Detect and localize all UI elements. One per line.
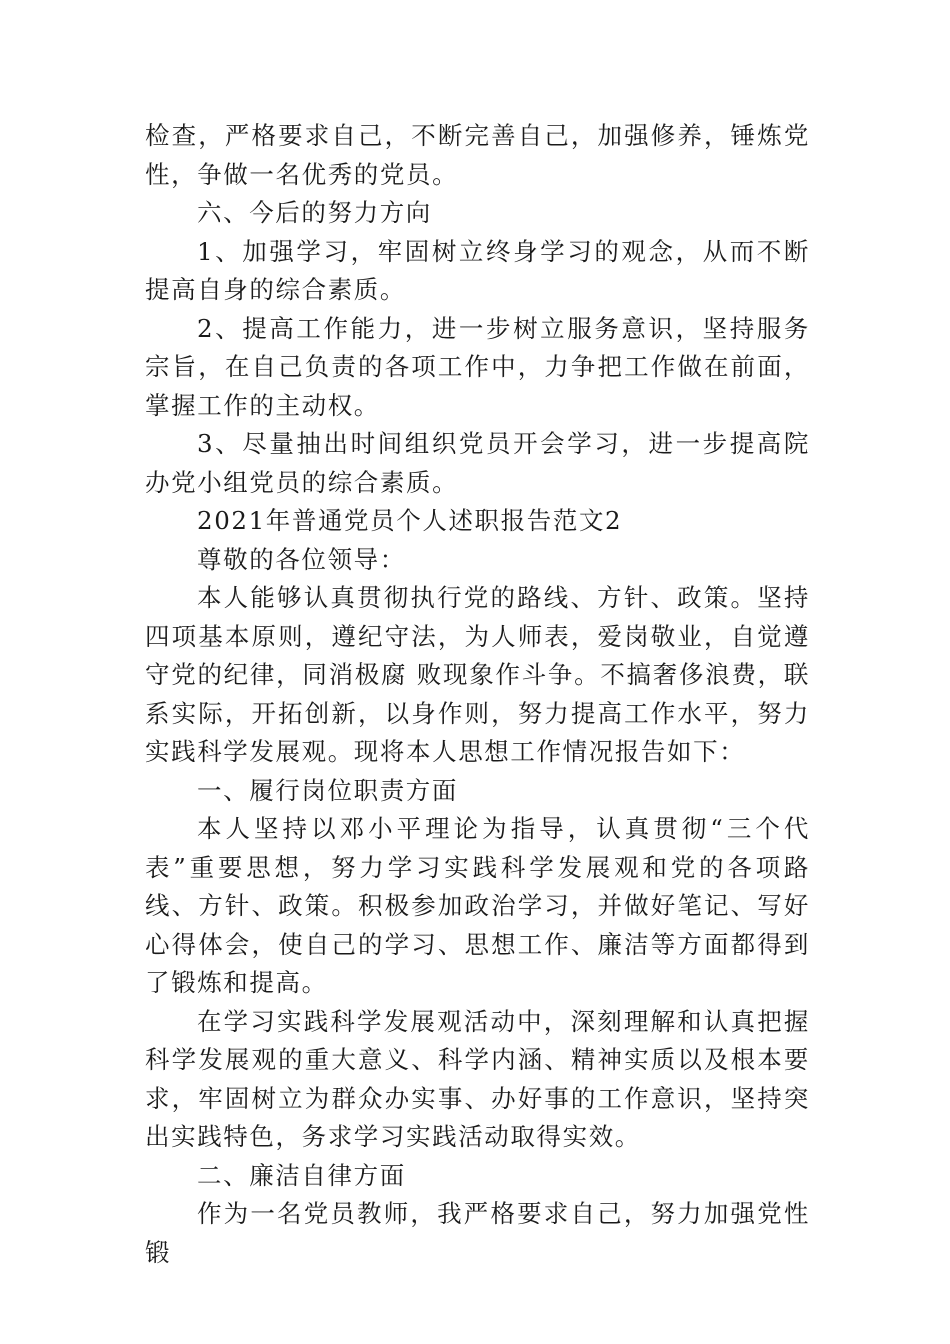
section-heading: 六、今后的努力方向 [197,198,432,227]
paragraph: 本人能够认真贯彻执行党的路线、方针、政策。坚持四项基本原则，遵纪守法，为人师表，爱岗敬业，自觉遵守党的纪律，同消极腐 败现象作斗争。不搞奢侈浪费，联系实际，开拓创新，以身作则，努力提高工作水平，努力实践科学发展观。现将本人思想工作情况报告如下： [145,583,810,766]
salutation: 尊敬的各位领导： [197,544,406,574]
section-heading: 一、履行岗位职责方面 [197,775,458,805]
paragraph: 作为一名党员教师，我严格要求自己，努力加强党性锻 [145,1199,810,1267]
section-heading: 二、廉洁自律方面 [197,1160,406,1190]
document-body [145,117,810,1272]
paragraph: 在学习实践科学发展观活动中，深刻理解和认真把握科学发展观的重大意义、科学内涵、精神实质以及根本要求，牢固树立为群众办实事、办好事的工作意识，坚持突出实践特色，务求学习实践活动取得实效。 [145,1006,810,1151]
list-item: 3、尽量抽出时间组织党员开会学习，进一步提高院办党小组党员的综合素质。 [145,429,810,497]
list-item: 1、加强学习，牢固树立终身学习的观念，从而不断提高自身的综合素质。 [145,236,810,304]
paragraph: 检查，严格要求自己，不断完善自己，加强修养，锤炼党性，争做一名优秀的党员。 [145,121,810,189]
list-item: 2、提高工作能力，进一步树立服务意识，坚持服务宗旨，在自己负责的各项工作中，力争把工作做在前面，掌握工作的主动权。 [145,313,810,420]
document-title: 2021年普通党员个人述职报告范文2 [197,506,623,535]
paragraph: 本人坚持以邓小平理论为指导，认真贯彻“三个代表”重要思想，努力学习实践科学发展观和党的各项路线、方针、政策。积极参加政治学习，并做好笔记、写好心得体会，使自己的学习、思想工作、廉洁等方面都得到了锻炼和提高。 [145,814,810,997]
